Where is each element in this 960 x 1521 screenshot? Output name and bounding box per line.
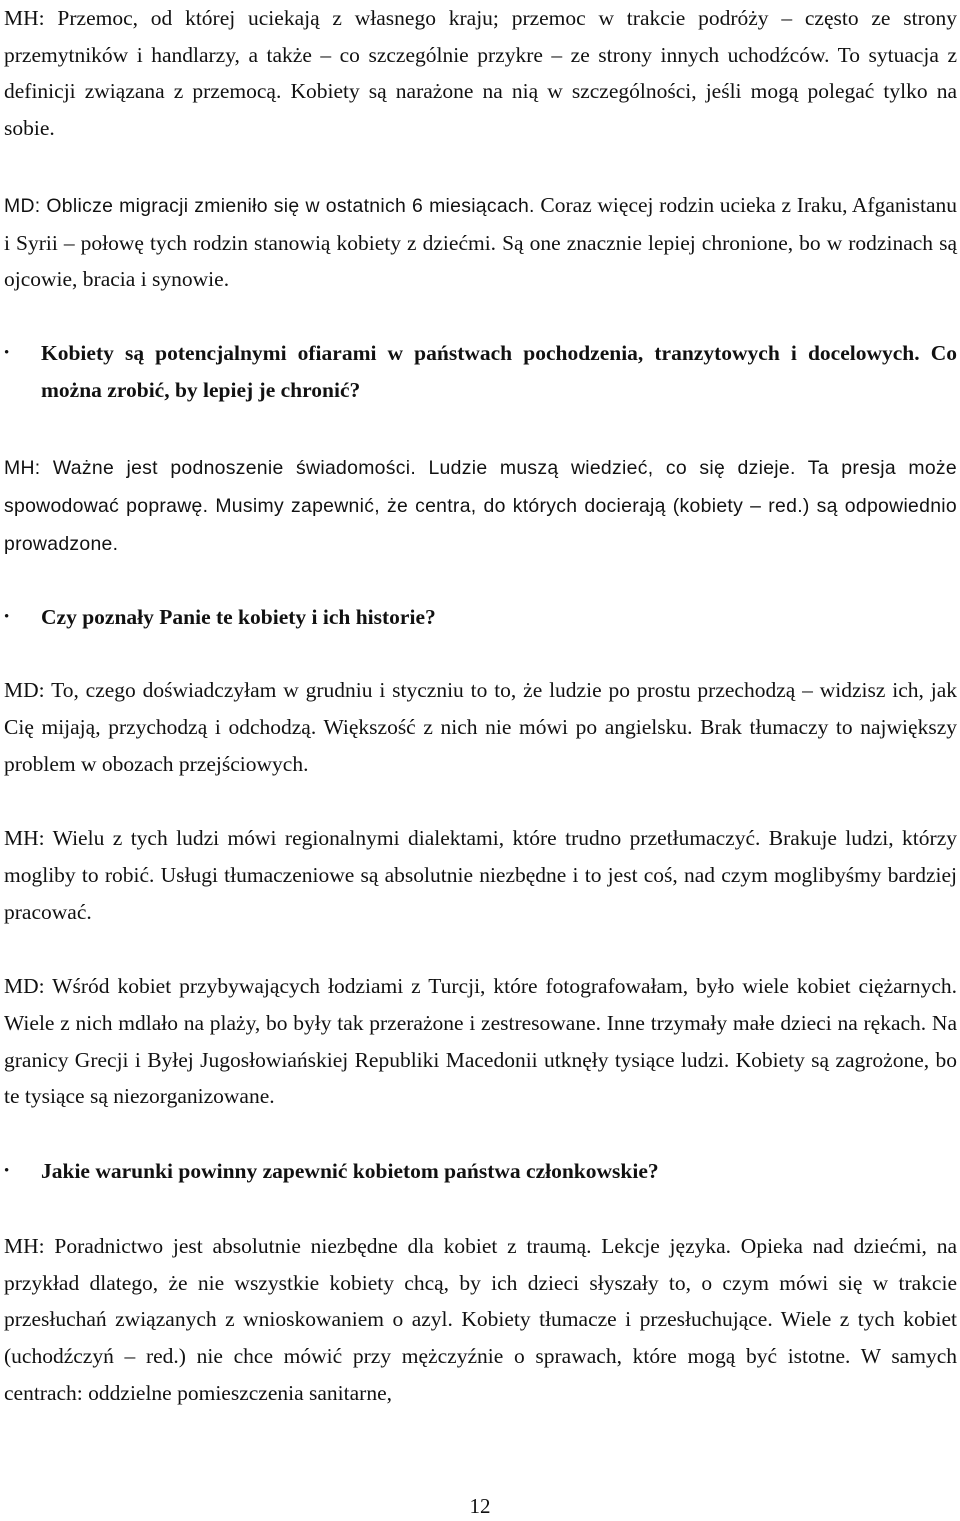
answer-paragraph: MH: Poradnictwo jest absolutnie niezbędne dla kobiet z traumą. Lekcje języka. Opieka nad dziećmi, na przykład dlatego, że nie wszystkie kobiety chcą, by ich dzieci słyszały to, o czym mówi się w trakcie przesłuchań związanych z wnioskowaniem o azyl. Kobiety tłumacze i przesłuchujące. Wiele z tych kobiet (uchodźczyń – red.) nie chce mówić przy mężczyźnie o sprawach, które mogą być istotne. W samych centrach: oddzielne pomieszczenia sanitarne, [4, 1233, 957, 1405]
bullet-icon: • [4, 609, 10, 626]
bullet-icon: • [4, 344, 10, 361]
question-text: Kobiety są potencjalnymi ofiarami w państwach pochodzenia, tranzytowych i docelowych. Co można zrobić, by lepiej je chronić? [41, 340, 957, 402]
answer-intro-sentence: MD: Oblicze migracji zmieniło się w ostatnich 6 miesiącach. [4, 194, 535, 217]
question-paragraph [4, 599, 957, 636]
answer-paragraph [4, 449, 957, 562]
answer-paragraph: MH: Wielu z tych ludzi mówi regionalnymi dialektami, które trudno przetłumaczyć. Brakuje ludzi, którzy mogliby to robić. Usługi tłumaczeniowe są absolutnie niezbędne i to jest coś, nad czym moglibyśmy bardziej pracować. [4, 826, 957, 924]
answer-text: MH: Ważne jest podnoszenie świadomości. Ludzie muszą wiedzieć, co się dzieje. Ta presja może spowodować poprawę. Musimy zapewnić, że centra, do których docierają (kobiety – red.) są odpowiednio prowadzone. [4, 457, 957, 555]
question-paragraph [4, 335, 957, 408]
answer-paragraph: MD: Wśród kobiet przybywających łodziami z Turcji, które fotografowałam, było wiele kobiet ciężarnych. Wiele z nich mdlało na plaży, bo były tak przerażone i zestresowane. Inne trzymały małe dzieci na rękach. Na granicy Grecji i Byłej Jugosłowiańskiej Republiki Macedonii utknęły tysiące ludzi. Kobiety są zagrożone, bo te tysiące są niezorganizowane. [4, 974, 957, 1109]
question-paragraph [4, 1153, 957, 1190]
answer-continuation: Coraz więcej rodzin ucieka z Iraku, Afganistanu i Syrii – połowę tych rodzin stanowią kobiety z dziećmi. Są one znacznie lepiej chronione, bo w rodzinach są ojcowie, bracia i synowie. [4, 192, 957, 292]
question-text: Czy poznały Panie te kobiety i ich historie? [41, 605, 436, 630]
answer-paragraph: MH: Przemoc, od której uciekają z własnego kraju; przemoc w trakcie podróży – często ze strony przemytników i handlarzy, a także – co szczególnie przykre – ze strony innych uchodźców. To sytuacja z definicji związana z przemocą. Kobiety są narażone na nią w szczególności, jeśli mogą polegać tylko na sobie. [4, 6, 957, 141]
answer-paragraph [4, 187, 957, 298]
page-number: 12 [469, 1494, 491, 1518]
question-text: Jakie warunki powinny zapewnić kobietom państwa członkowskie? [41, 1159, 659, 1184]
document-body [4, 0, 957, 1411]
answer-paragraph: MD: To, czego doświadczyłam w grudniu i styczniu to to, że ludzie po prostu przechodzą – widzisz ich, jak Cię mijają, przychodzą i odchodzą. Większość z nich nie mówi po angielsku. Brak tłumaczy to największy problem w obozach przejściowych. [4, 678, 957, 776]
bullet-icon: • [4, 1163, 10, 1180]
